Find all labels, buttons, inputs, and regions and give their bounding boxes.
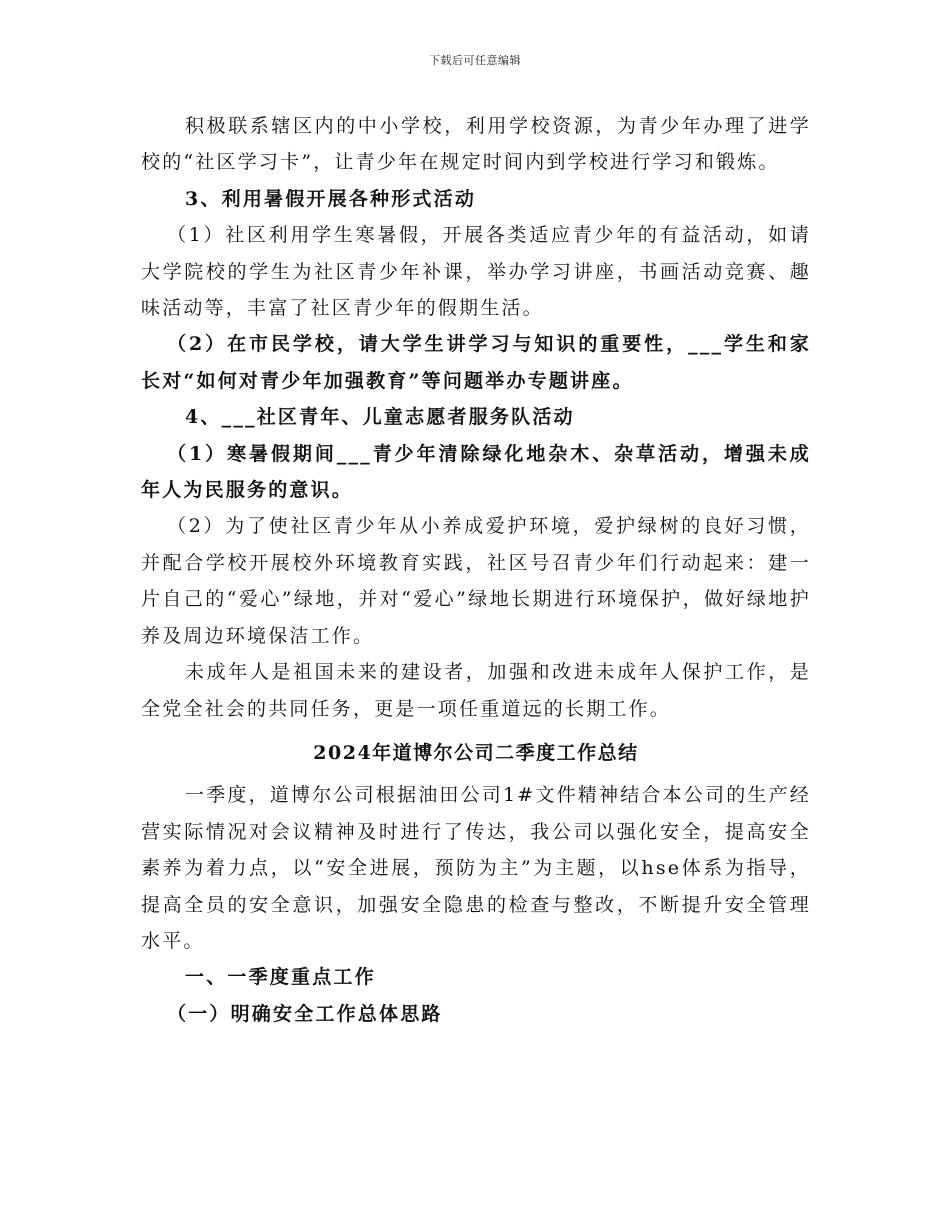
paragraph-quarter-summary: 一季度，道博尔公司根据油田公司1#文件精神结合本公司的生产经营实际情况对会议精神及时进行了传达，我公司以强化安全，提高安全素养为着力点，以“安全进展，预防为主”为主题，以hse体系为指导，提高全员的安全意识，加强安全隐患的检查与整改，不断提升安全管理水平。	[141, 784, 812, 952]
paragraph-study-card: 积极联系辖区内的中小学校，利用学校资源，为青少年办理了进学校的“社区学习卡”，让青少年在规定时间内到学校进行学习和锻炼。	[141, 115, 811, 174]
paragraph-green-cleanup: （1）寒暑假期间___青少年清除绿化地杂木、杂草活动，增强未成年人为民服务的意识。	[141, 442, 811, 502]
paragraph-conclusion: 未成年人是祖国未来的建设者，加强和改进未成年人保护工作，是全党全社会的共同任务，更是一项任重道远的长期工作。	[141, 661, 811, 720]
paragraph-citizen-school-lecture: （2）在市民学校，请大学生讲学习与知识的重要性，___学生和家长对“如何对青少年加强教育”等问题举办专题讲座。	[141, 333, 811, 392]
document-title: 2024年道博尔公司二季度工作总结	[313, 741, 639, 764]
heading-safety-approach: （一）明确安全工作总体思路	[167, 1002, 443, 1025]
paragraph-love-greenland: （2）为了使社区青少年从小养成爱护环境，爱护绿树的良好习惯，并配合学校开展校外环境教育实践，社区号召青少年们行动起来：建一片自己的“爱心”绿地，并对“爱心”绿地长期进行环境保护，做好绿地护养及周边环境保洁工作。	[141, 515, 811, 647]
heading-key-work: 一、一季度重点工作	[185, 966, 376, 989]
heading-volunteer-team: 4、___社区青年、儿童志愿者服务队活动	[185, 406, 575, 429]
page-header-note: 下载后可任意编辑	[429, 54, 521, 67]
document-body	[141, 108, 811, 1032]
paragraph-vacation-activities: （1）社区利用学生寒暑假，开展各类适应青少年的有益活动，如请大学院校的学生为社区青少年补课，举办学习讲座，书画活动竞赛、趣味活动等，丰富了社区青少年的假期生活。	[141, 224, 811, 320]
heading-summer-activities: 3、利用暑假开展各种形式活动	[185, 187, 477, 210]
